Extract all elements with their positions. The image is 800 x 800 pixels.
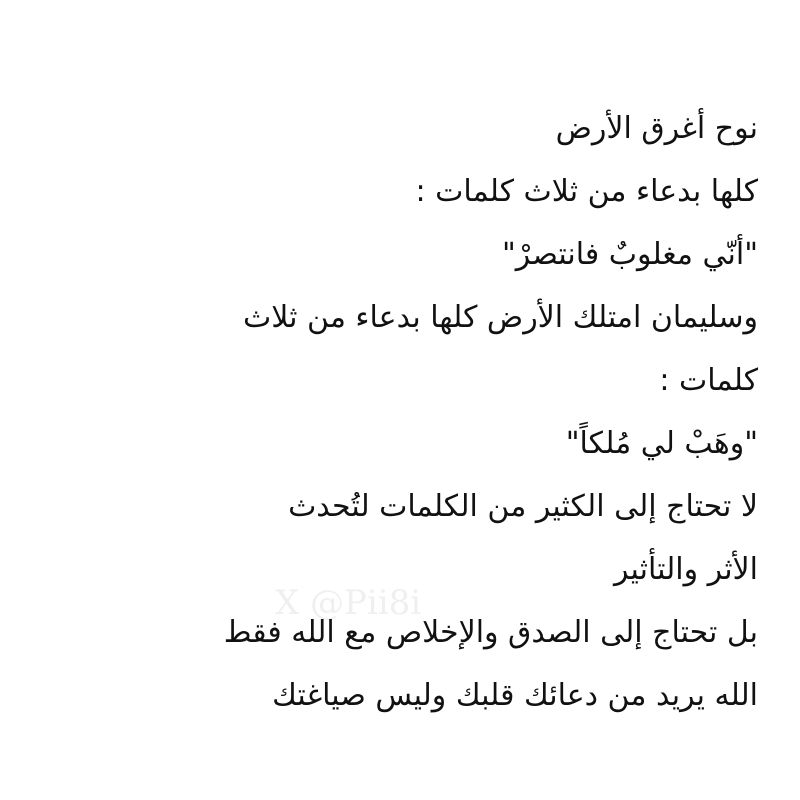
text-line-6: "وهَبْ لي مُلكاً" bbox=[565, 426, 758, 461]
text-line-8: الأثر والتأثير bbox=[614, 552, 758, 587]
text-line-10: الله يريد من دعائك قلبك وليس صياغتك bbox=[272, 678, 758, 713]
text-line-9: بل تحتاج إلى الصدق والإخلاص مع الله فقط bbox=[223, 615, 758, 650]
quote-text bbox=[158, 97, 758, 727]
text-line-7: لا تحتاج إلى الكثير من الكلمات لتُحدث bbox=[288, 489, 758, 524]
text-line-1: نوح أغرق الأرض bbox=[555, 111, 758, 146]
text-line-5: كلمات : bbox=[659, 363, 758, 398]
text-line-4: وسليمان امتلك الأرض كلها بدعاء من ثلاث bbox=[242, 300, 758, 335]
text-line-3: "أنّي مغلوبٌ فانتصرْ" bbox=[501, 237, 758, 272]
watermark: X @Pii8i bbox=[275, 583, 422, 623]
text-line-2: كلها بدعاء من ثلاث كلمات : bbox=[415, 174, 758, 209]
